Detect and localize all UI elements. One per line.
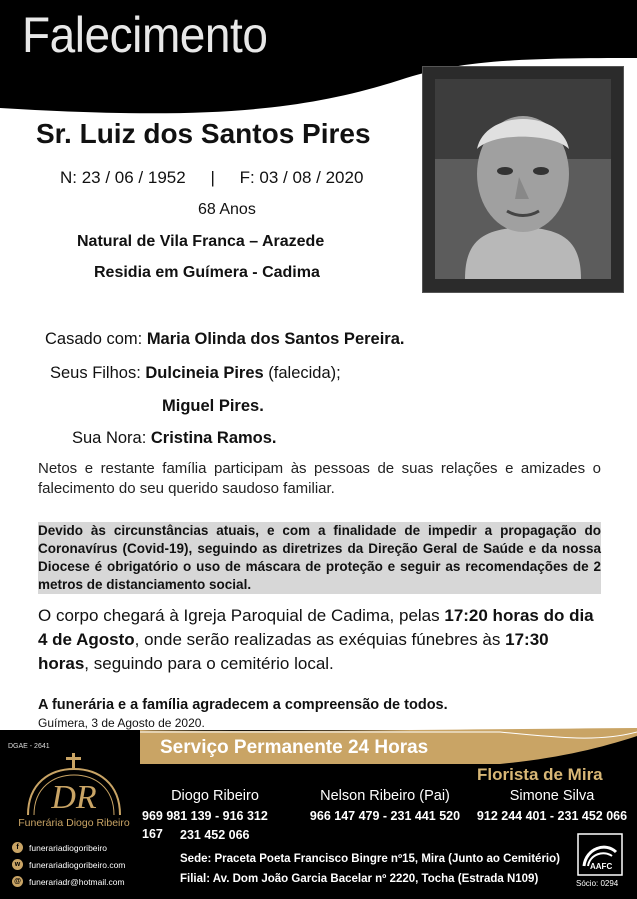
death-date: F: 03 / 08 / 2020 bbox=[239, 168, 364, 187]
deceased-name: Sr. Luiz dos Santos Pires bbox=[36, 118, 371, 149]
contact-3-phone: 912 244 401 - 231 452 066 bbox=[476, 809, 628, 823]
florist-name: Florista de Mira bbox=[477, 765, 603, 784]
thanks-text: A funerária e a família agradecem a compreensão de todos. bbox=[38, 697, 448, 713]
headquarters-address: Sede: Praceta Poeta Francisco Bingre nº15, Mira (Junto ao Cemitério) bbox=[180, 853, 560, 865]
email-icon: @ bbox=[12, 876, 23, 887]
contact-1-phone-2: 231 452 066 bbox=[180, 828, 250, 842]
spouse-label: Casado com: bbox=[45, 330, 143, 348]
children-line bbox=[50, 364, 341, 383]
child-2-line bbox=[162, 397, 264, 416]
facebook-link[interactable] bbox=[12, 842, 107, 853]
service-banner: Serviço Permanente 24 Horas bbox=[160, 737, 429, 758]
facebook-icon: f bbox=[12, 842, 23, 853]
child-1-note: (falecida); bbox=[268, 364, 341, 382]
contact-2-phone: 966 147 479 - 231 441 520 bbox=[309, 809, 461, 823]
natural-of: Natural de Vila Franca – Arazede bbox=[77, 233, 325, 250]
arrival-time: 17:20 horas do dia 4 de Agosto bbox=[38, 606, 594, 649]
contact-1-phone: 969 981 139 - 916 312 167 bbox=[142, 809, 268, 841]
daughter-in-law-label: Sua Nora: bbox=[72, 429, 147, 447]
email-text: funerariadr@hotmail.com bbox=[29, 876, 125, 887]
logo-name: Funerária Diogo Ribeiro bbox=[18, 817, 130, 829]
covid-notice: Devido às circunstâncias atuais, e com a finalidade de impedir a propagação do Coronavírus (Covid-19), seguindo as diretrizes da Direção Geral de Saúde e da nossa Diocese é obrigatório o uso de máscara de proteção e seguir as recomendações de 2 metros de distanciamento social. bbox=[38, 523, 601, 592]
contact-1-name: Diogo Ribeiro bbox=[171, 788, 259, 804]
birth-date: N: 23 / 06 / 1952 bbox=[60, 168, 186, 187]
daughter-in-law-line bbox=[72, 429, 277, 448]
funeral-details bbox=[38, 604, 604, 676]
portrait-photo bbox=[435, 79, 611, 279]
child-2-name: Miguel Pires. bbox=[162, 397, 264, 415]
logo-letters: DR bbox=[51, 779, 97, 816]
date-separator: | bbox=[210, 168, 215, 187]
member-number: Sócio: 0294 bbox=[576, 879, 619, 888]
web-icon: w bbox=[12, 859, 23, 870]
aafc-logo bbox=[576, 832, 624, 877]
website-link[interactable] bbox=[12, 859, 125, 870]
children-label: Seus Filhos: bbox=[50, 364, 141, 382]
daughter-in-law-name: Cristina Ramos. bbox=[150, 429, 277, 447]
website-text: funerariadiogoribeiro.com bbox=[29, 859, 126, 870]
portrait-frame bbox=[422, 66, 624, 293]
dgae-code: DGAE - 2641 bbox=[8, 743, 50, 750]
contact-3-name: Simone Silva bbox=[509, 788, 595, 804]
aafc-text: AAFC bbox=[590, 862, 613, 871]
spouse-line bbox=[45, 330, 404, 349]
ceremony-time: 17:30 horas bbox=[38, 630, 549, 673]
email-link[interactable] bbox=[12, 876, 125, 887]
branch-address: Filial: Av. Dom João Garcia Bacelar nº 2220, Tocha (Estrada N109) bbox=[180, 873, 539, 885]
age: 68 Anos bbox=[198, 201, 256, 218]
residence: Residia em Guímera - Cadima bbox=[94, 264, 320, 281]
funeral-text-3: , seguindo para o cemitério local. bbox=[84, 654, 334, 673]
spouse-name: Maria Olinda dos Santos Pereira. bbox=[146, 330, 405, 348]
page-title: Falecimento bbox=[22, 7, 268, 63]
contact-2-name: Nelson Ribeiro (Pai) bbox=[320, 788, 450, 804]
facebook-text: funerariadiogoribeiro bbox=[29, 842, 107, 853]
funeral-home-logo bbox=[10, 753, 138, 843]
place-date: Guímera, 3 de Agosto de 2020. bbox=[38, 716, 205, 730]
dates-line bbox=[60, 168, 363, 188]
funeral-text-1: O corpo chegará à Igreja Paroquial de Cadima, pelas bbox=[38, 606, 445, 625]
funeral-text-2: , onde serão realizadas as exéquias fúnebres às bbox=[134, 630, 506, 649]
grandchildren-notice: Netos e restante família participam às pessoas de suas relações e amizades o falecimento do seu querido saudoso familiar. bbox=[38, 460, 601, 497]
child-1-name: Dulcineia Pires bbox=[145, 364, 264, 382]
